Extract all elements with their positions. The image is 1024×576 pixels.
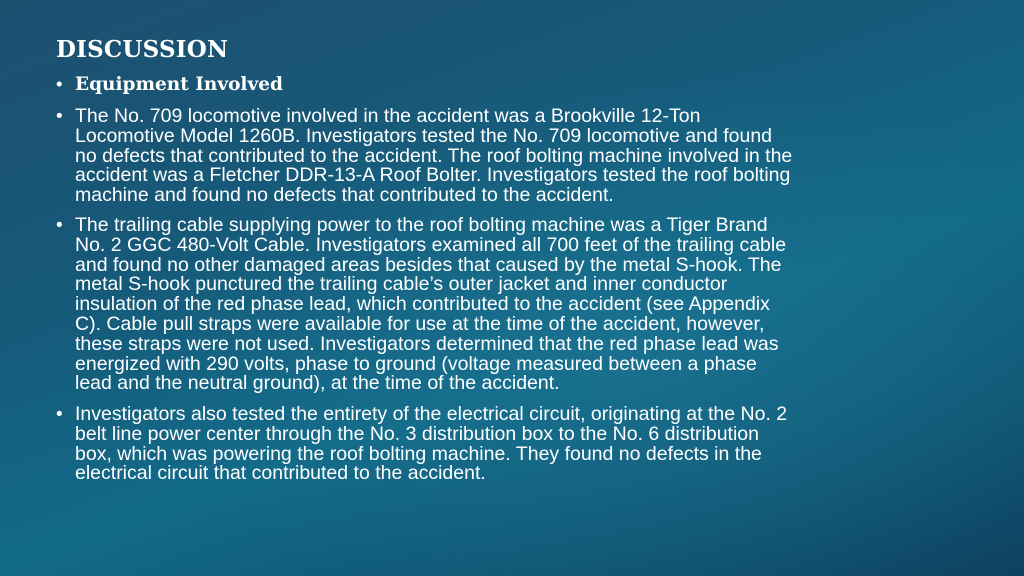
- paragraph-line: no defects that contributed to the accident. The roof bolting machine involved in the: [75, 144, 793, 167]
- paragraph-line: these straps were not used. Investigators determined that the red phase lead was: [75, 332, 779, 355]
- paragraph-line: No. 2 GGC 480-Volt Cable. Investigators examined all 700 feet of the trailing cable: [75, 233, 787, 256]
- bullet-paragraph-locomotive: [56, 107, 956, 206]
- paragraph-line: lead and the neutral ground), at the time of the accident.: [75, 372, 560, 395]
- paragraph-line: metal S-hook punctured the trailing cable’s outer jacket and inner conductor: [75, 273, 728, 296]
- paragraph-line: and found no other damaged areas besides that caused by the metal S-hook. The: [75, 253, 782, 276]
- paragraph-line: accident was a Fletcher DDR-13-A Roof Bolter. Investigators tested the roof bolting: [75, 164, 791, 187]
- paragraph-line: C). Cable pull straps were available for use at the time of the accident, however,: [75, 312, 765, 335]
- paragraph-line: [56, 216, 956, 236]
- paragraph-line: insulation of the red phase lead, which contributed to the accident (see Appendix: [75, 293, 770, 316]
- line-text: The trailing cable supplying power to the roof bolting machine was a Tiger Brand: [75, 214, 768, 236]
- paragraph-line: energized with 290 volts, phase to ground (voltage measured between a phase: [75, 352, 757, 375]
- subheading-text: Equipment Involved: [75, 74, 283, 95]
- bullet-icon: •: [56, 215, 63, 236]
- bullet-icon: •: [56, 404, 63, 425]
- line-text: Investigators also tested the entirety of the electrical circuit, originating at the No. 2: [75, 403, 788, 425]
- paragraph-line: machine and found no defects that contributed to the accident.: [75, 184, 614, 207]
- bullet-icon: •: [56, 73, 63, 94]
- subheading: [56, 71, 283, 98]
- bullet-icon: •: [56, 106, 63, 127]
- paragraph-line: box, which was powering the roof bolting machine. They found no defects in the: [75, 442, 762, 465]
- slide-title: DISCUSSION: [56, 36, 229, 63]
- paragraph-line: belt line power center through the No. 3 distribution box to the No. 6 distribution: [75, 422, 759, 445]
- paragraph-line: Locomotive Model 1260B. Investigators tested the No. 709 locomotive and found: [75, 124, 773, 147]
- paragraph-line: electrical circuit that contributed to the accident.: [75, 462, 486, 485]
- paragraph-line: [56, 107, 956, 127]
- line-text: The No. 709 locomotive involved in the accident was a Brookville 12-Ton: [75, 105, 701, 127]
- paragraph-line: [56, 405, 956, 425]
- bullet-paragraph-trailing-cable: [56, 216, 956, 394]
- bullet-paragraph-electrical-circuit: [56, 405, 956, 484]
